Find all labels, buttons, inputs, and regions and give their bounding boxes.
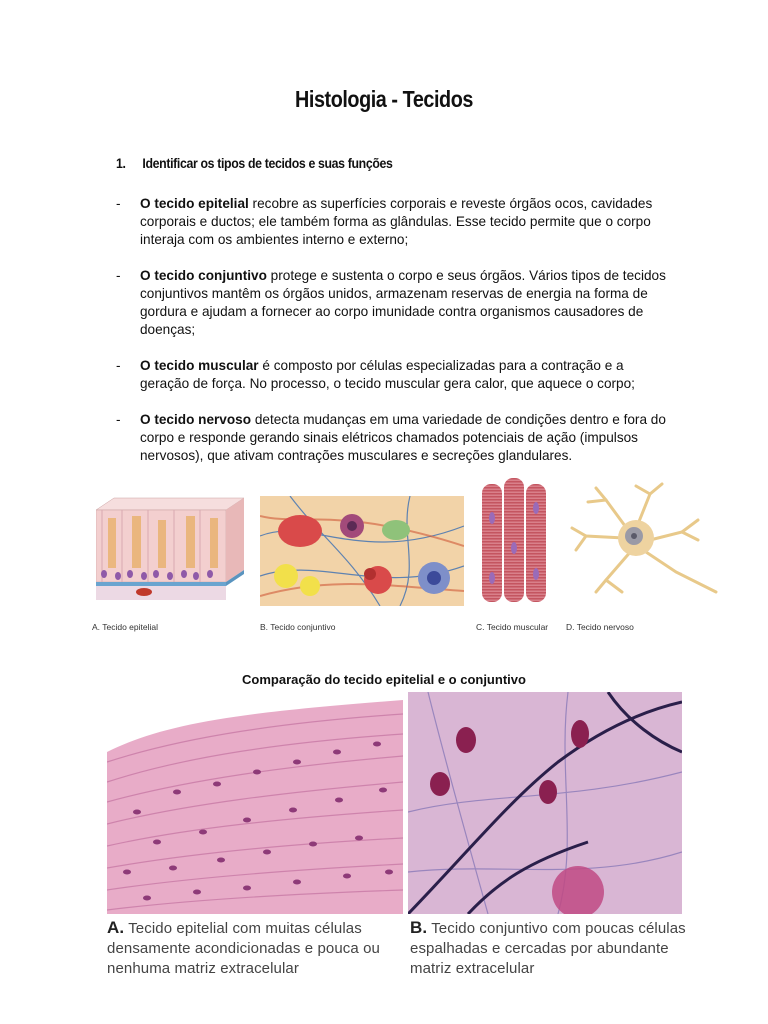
- tissue-list: [116, 195, 676, 483]
- list-item: [116, 267, 676, 339]
- tissue-description: é composto por células especializadas para a contração e a geração de força. No processo, o tecido muscular gera calor, que aquece o corpo;: [140, 358, 635, 391]
- list-item: [116, 411, 676, 465]
- caption-b-letter: B.: [410, 918, 428, 937]
- connective-micrograph-image: [408, 692, 682, 914]
- bullet-dash: -: [116, 358, 121, 373]
- caption-a: A. Tecido epitelial: [92, 622, 158, 632]
- connective-micrograph: [408, 692, 682, 914]
- epithelial-micrograph-image: [107, 692, 403, 914]
- caption-epithelial-comparison: [107, 918, 407, 979]
- caption-connective-comparison: [410, 918, 690, 979]
- tissue-name-muscular: O tecido muscular: [140, 358, 259, 373]
- caption-b-text: Tecido conjuntivo com poucas células espalhadas e cercadas por abundante matriz extracelular: [410, 920, 686, 977]
- section-heading-text: Identificar os tipos de tecidos e suas funções: [142, 155, 393, 171]
- list-item: [116, 195, 676, 249]
- bullet-dash: -: [116, 196, 121, 211]
- neuron-illustration: [566, 480, 722, 600]
- comparison-title: Comparação do tecido epitelial e o conjuntivo: [242, 672, 526, 687]
- epithelial-illustration: [96, 496, 246, 606]
- tissue-description: recobre as superfícies corporais e reveste órgãos ocos, cavidades corporais e ductos; ele também forma as glândulas. Esse tecido permite que o corpo interaja com os ambientes interno e externo;: [140, 196, 653, 247]
- connective-illustration: [260, 496, 464, 606]
- caption-d: D. Tecido nervoso: [566, 622, 634, 632]
- tissue-illustrations: [92, 474, 732, 639]
- section-heading: [116, 155, 393, 171]
- caption-c: C. Tecido muscular: [476, 622, 549, 632]
- bullet-dash: -: [116, 268, 121, 283]
- page-title: Histologia - Tecidos: [295, 86, 473, 112]
- tissue-description: detecta mudanças em uma variedade de condições dentro e fora do corpo e responde gerando sinais elétricos chamados potenciais de ação (impulsos nervosos), que ativam contrações musculares e secreções glandulares.: [140, 412, 666, 463]
- bullet-dash: -: [116, 412, 121, 427]
- tissue-name-nervoso: O tecido nervoso: [140, 412, 252, 427]
- section-number: 1.: [116, 155, 126, 171]
- caption-b: B. Tecido conjuntivo: [260, 622, 336, 632]
- tissue-description: protege e sustenta o corpo e seus órgãos. Vários tipos de tecidos conjuntivos mantêm os órgãos unidos, armazenam reservas de energia na forma de gordura e ajudam a fornecer ao corpo imunidade contra organismos causadores de doenças;: [140, 268, 666, 337]
- muscle-illustration: [480, 478, 550, 606]
- list-item: [116, 357, 676, 393]
- tissue-name-epitelial: O tecido epitelial: [140, 196, 249, 211]
- caption-a-text: Tecido epitelial com muitas células densamente acondicionadas e pouca ou nenhuma matriz extracelular: [107, 920, 380, 977]
- tissue-name-conjuntivo: O tecido conjuntivo: [140, 268, 267, 283]
- caption-a-letter: A.: [107, 918, 125, 937]
- epithelial-micrograph: [107, 692, 403, 914]
